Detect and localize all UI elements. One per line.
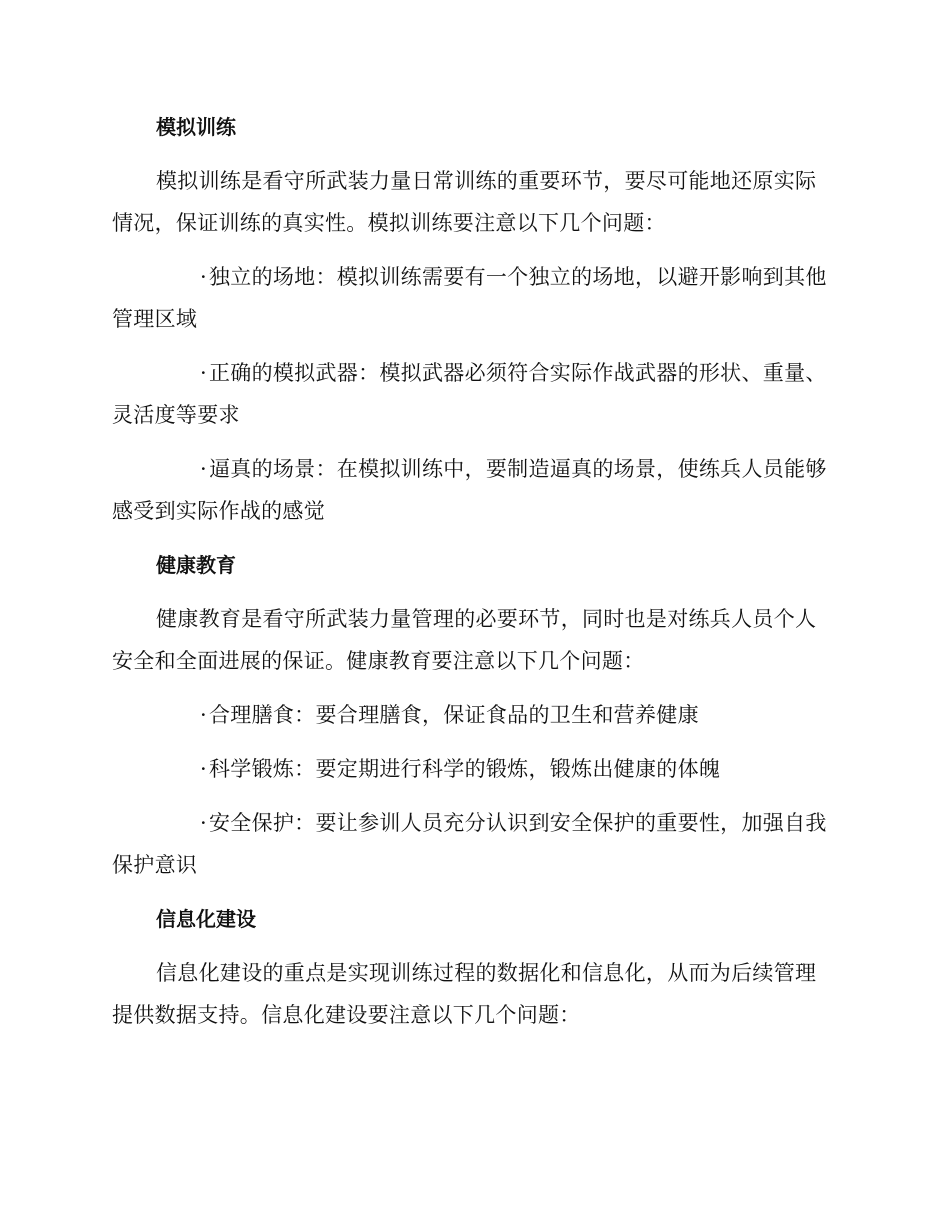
- section-heading: 健康教育: [156, 553, 236, 577]
- bullet-dot: ·: [200, 265, 207, 289]
- bullet-text: 正确的模拟武器：模拟武器必须符合实际作战武器的形状、重量、灵活度等要求: [112, 361, 827, 427]
- bullet-item: [112, 802, 832, 886]
- document-content: [112, 106, 832, 1048]
- section-heading: 信息化建设: [156, 907, 256, 931]
- bullet-text: 安全保护：要让参训人员充分认识到安全保护的重要性，加强自我保护意识: [112, 811, 827, 877]
- bullet-item: [112, 352, 832, 436]
- section-heading: 模拟训练: [156, 115, 236, 139]
- bullet-item: [112, 748, 832, 790]
- bullet-text: 科学锻炼：要定期进行科学的锻炼，锻炼出健康的体魄: [208, 757, 721, 781]
- bullet-item: [112, 694, 832, 736]
- bullet-text: 逼真的场景：在模拟训练中，要制造逼真的场景，使练兵人员能够感受到实际作战的感觉: [112, 457, 827, 523]
- bullet-dot: ·: [200, 811, 207, 835]
- bullet-dot: ·: [200, 457, 207, 481]
- bullet-text: 合理膳食：要合理膳食，保证食品的卫生和营养健康: [208, 703, 699, 727]
- section-intro: 模拟训练是看守所武装力量日常训练的重要环节，要尽可能地还原实际情况，保证训练的真实性。模拟训练要注意以下几个问题：: [112, 169, 817, 235]
- bullet-item: [112, 448, 832, 532]
- section-intro: 健康教育是看守所武装力量管理的必要环节，同时也是对练兵人员个人安全和全面进展的保证。健康教育要注意以下几个问题：: [112, 607, 817, 673]
- bullet-text: 独立的场地：模拟训练需要有一个独立的场地，以避开影响到其他管理区域: [112, 265, 827, 331]
- bullet-item: [112, 256, 832, 340]
- bullet-dot: ·: [200, 757, 207, 781]
- bullet-dot: ·: [200, 361, 207, 385]
- section-intro: 信息化建设的重点是实现训练过程的数据化和信息化，从而为后续管理提供数据支持。信息化建设要注意以下几个问题：: [112, 961, 817, 1027]
- bullet-dot: ·: [200, 703, 207, 727]
